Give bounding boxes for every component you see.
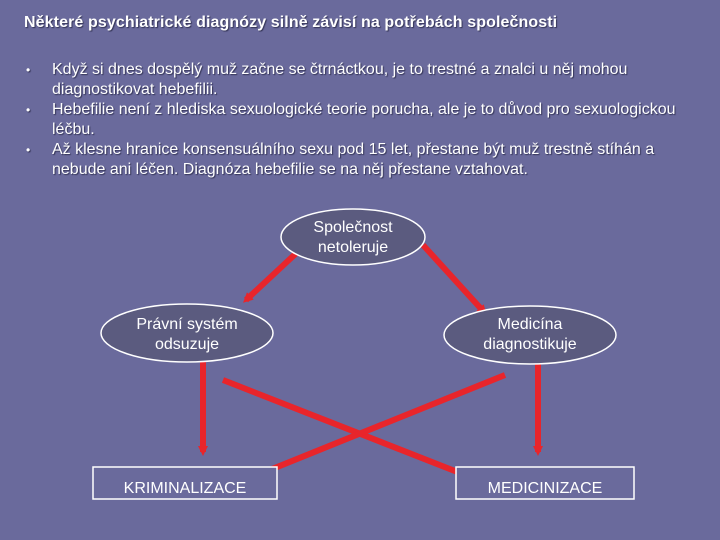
box-criminalization-label: KRIMINALIZACE <box>123 480 247 497</box>
box-medicalization-label: MEDICINIZACE <box>487 480 603 497</box>
bullet-marker: • <box>26 103 31 117</box>
bullet-text: Hebefilie není z hlediska sexuologické teorie porucha, ale je to důvod pro sexuologickou léčbu. <box>52 101 676 138</box>
bullet-text: Až klesne hranice konsensuálního sexu pod 15 let, přestane být muž trestně stíhán a nebude ani léčen. Diagnóza hebefilie se na něj přestane vztahovat. <box>52 141 655 178</box>
node-society-label <box>283 218 423 258</box>
node-society-line1: Společnost <box>313 219 393 236</box>
node-medicine-label <box>450 315 610 355</box>
bullet-marker: • <box>26 63 31 77</box>
node-legal-line2: odsuzuje <box>154 336 220 353</box>
node-society-line2: netoleruje <box>317 239 389 256</box>
node-legal-line1: Právní systém <box>136 316 238 333</box>
node-legal-label <box>107 315 267 355</box>
bullet-text: Když si dnes dospělý muž začne se čtrnáctkou, je to trestné a znalci u něj mohou diagnostikovat hebefilii. <box>52 61 628 98</box>
bullet-marker: • <box>26 143 31 157</box>
node-medicine-line1: Medicína <box>497 316 563 333</box>
node-medicine-line2: diagnostikuje <box>483 336 577 353</box>
slide-title: Některé psychiatrické diagnózy silně závisí na potřebách společnosti <box>24 14 558 31</box>
arrow-society-to-medicine <box>423 245 484 312</box>
